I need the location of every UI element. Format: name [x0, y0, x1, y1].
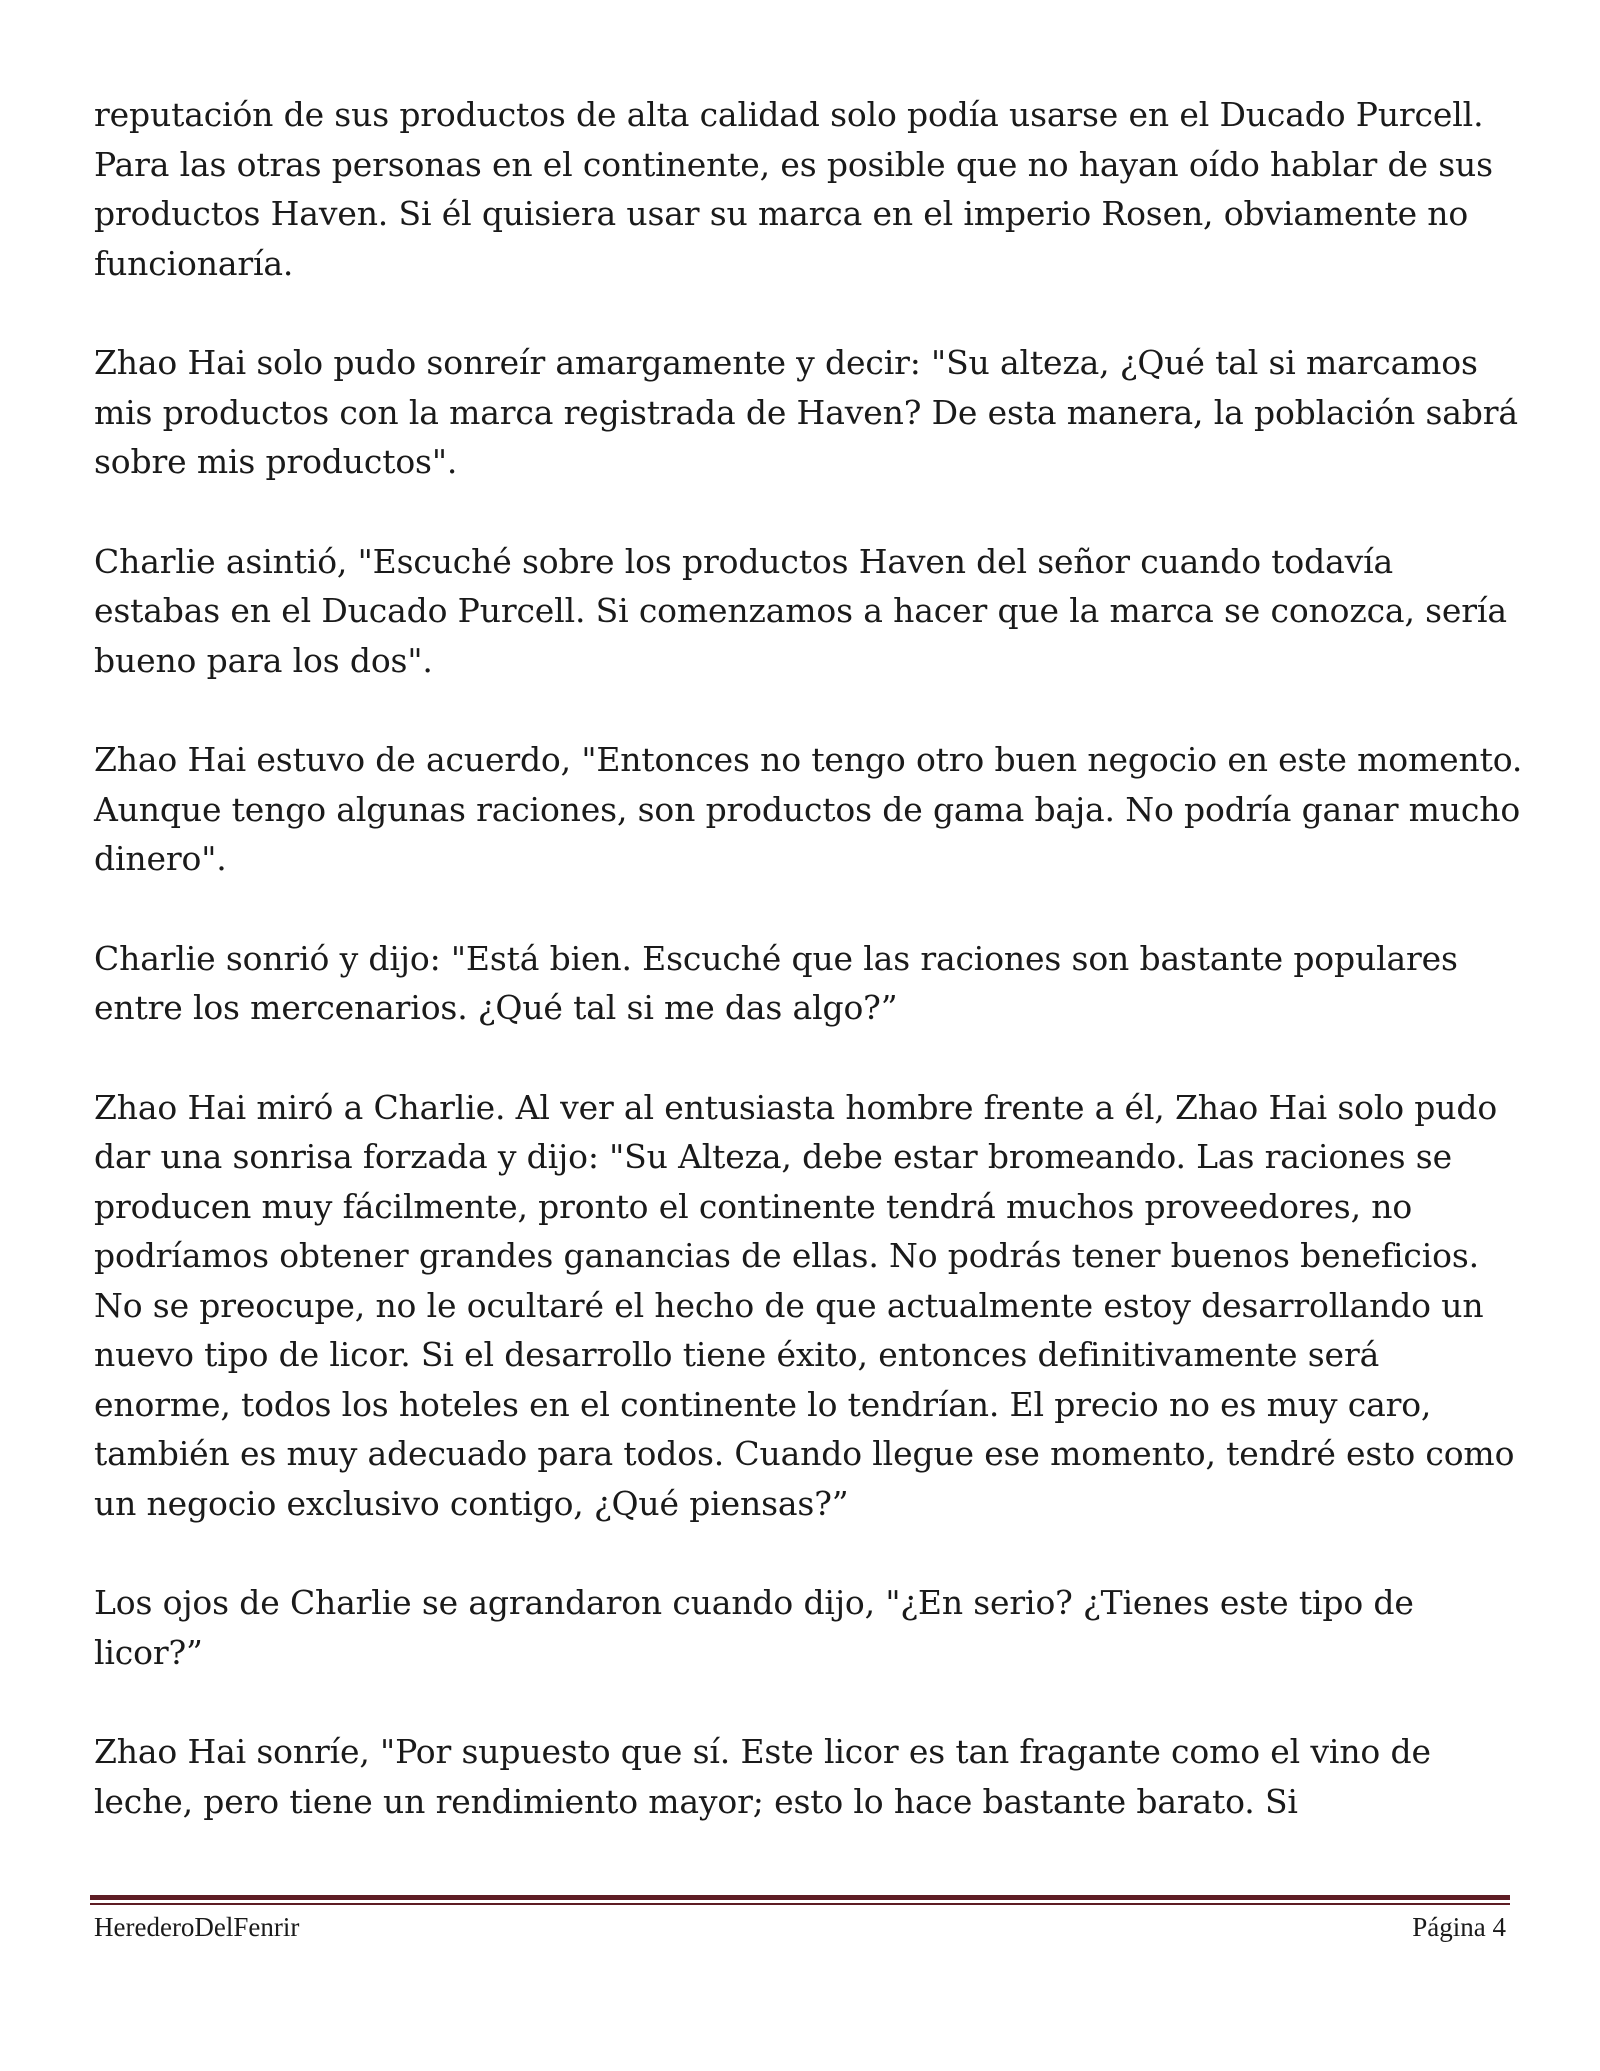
- footer-divider: [90, 1895, 1510, 1905]
- footer-author: HerederoDelFenrir: [94, 1912, 300, 1942]
- page-body: [94, 90, 1524, 1876]
- paragraph: reputación de sus productos de alta calidad solo podía usarse en el Ducado Purcell. Para las otras personas en el continente, es posible que no hayan oído hablar de sus productos Haven. Si él quisiera usar su marca en el imperio Rosen, obviamente no funcionaría.: [94, 95, 1493, 283]
- paragraph: Zhao Hai estuvo de acuerdo, "Entonces no tengo otro buen negocio en este momento. Aunque tengo algunas raciones, son productos de gama baja. No podría ganar mucho dinero".: [94, 740, 1523, 878]
- paragraph: Zhao Hai miró a Charlie. Al ver al entusiasta hombre frente a él, Zhao Hai solo pudo dar una sonrisa forzada y dijo: "Su Alteza, debe estar bromeando. Las raciones se producen muy fácilmente, pronto el continente tendrá muchos proveedores, no podríamos obtener grandes ganancias de ellas. No podrás tener buenos beneficios. No se preocupe, no le ocultaré el hecho de que actualmente estoy desarrollando un nuevo tipo de licor. Si el desarrollo tiene éxito, entonces definitivamente será enorme, todos los hoteles en el continente lo tendrían. El precio no es muy caro, también es muy adecuado para todos. Cuando llegue ese momento, tendré esto como un negocio exclusivo contigo, ¿Qué piensas?”: [94, 1087, 1515, 1523]
- page-footer: [94, 1912, 1506, 1952]
- paragraph: Zhao Hai sonríe, "Por supuesto que sí. Este licor es tan fragante como el vino de leche, pero tiene un rendimiento mayor; esto lo hace bastante barato. Si: [94, 1732, 1431, 1821]
- footer-divider-thin: [90, 1903, 1510, 1905]
- paragraph: Charlie sonrió y dijo: "Está bien. Escuché que las raciones son bastante populares entre los mercenarios. ¿Qué tal si me das algo?”: [94, 938, 1458, 1027]
- page-number: Página 4: [1412, 1912, 1506, 1942]
- paragraph: Los ojos de Charlie se agrandaron cuando dijo, "¿En serio? ¿Tienes este tipo de licor?”: [94, 1583, 1414, 1672]
- footer-divider-thick: [90, 1895, 1510, 1900]
- paragraph: Charlie asintió, "Escuché sobre los productos Haven del señor cuando todavía estabas en el Ducado Purcell. Si comenzamos a hacer que la marca se conozca, sería bueno para los dos".: [94, 541, 1507, 680]
- paragraph: Zhao Hai solo pudo sonreír amargamente y decir: "Su alteza, ¿Qué tal si marcamos mis productos con la marca registrada de Haven? De esta manera, la población sabrá sobre mis productos".: [94, 343, 1518, 481]
